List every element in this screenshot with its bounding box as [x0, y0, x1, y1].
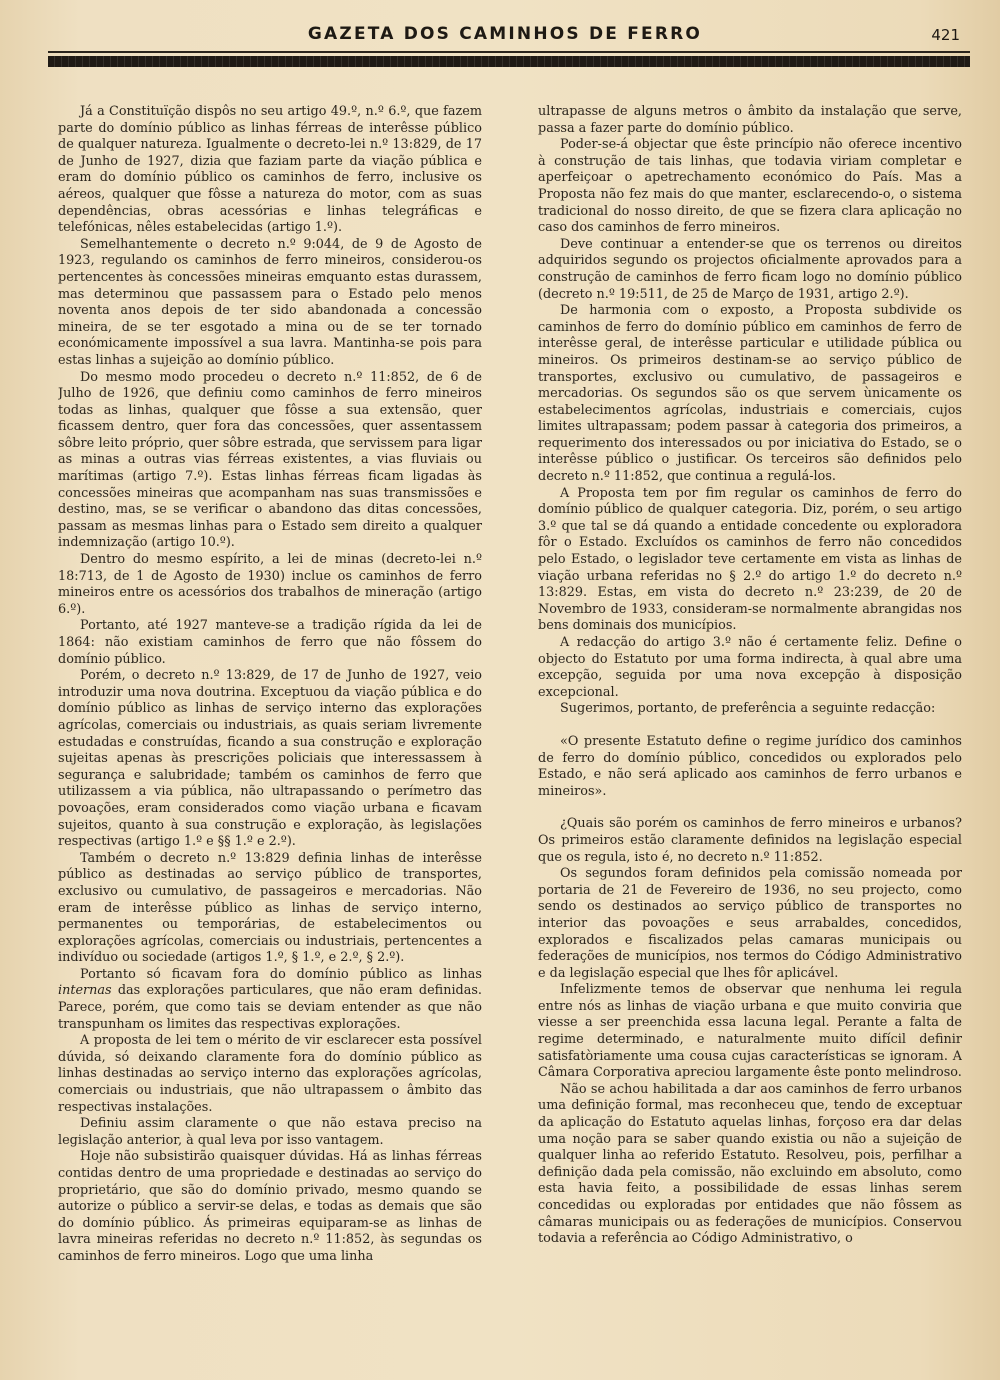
paragraph: ¿Quais são porém os caminhos de ferro mineiros e urbanos? Os primeiros estão claramente definidos na legislação especial que os regula, isto é, no decreto n.º 11:852.: [538, 816, 962, 865]
paragraph: Porém, o decreto n.º 13:829, de 17 de Junho de 1927, veio introduzir uma nova doutrina. Exceptuou da viação pública e do domínio público as linhas de serviço interno das explorações agrícolas, comerciais ou industriais, as quais seriam livremente estudadas e construídas, ficando a sua construção e exploração sujeitas apenas às prescrições policiais que interessassem à segurança e salubridade; também os caminhos de ferro que utilizassem a via pública, não ultrapassando o perímetro das povoações, eram considerados como viação urbana e ficavam sujeitos, quanto à sua construção e exploração, às legislações respectivas (artigo 1.º e §§ 1.º e 2.º).: [58, 668, 482, 850]
paragraph: Também o decreto n.º 13:829 definia linhas de interêsse público as destinadas ao serviço público de transportes, exclusivo ou cumulativo, de passageiros e mercadorias. Não eram de interêsse público as linhas de serviço interno, permanentes ou temporárias, de estabelecimentos ou explorações agrícolas, comerciais ou industriais, pertencentes a indivíduo ou sociedade (artigos 1.º, § 1.º, e 2.º, § 2.º).: [58, 850, 482, 966]
header-rule-thin: [48, 51, 970, 53]
paragraph: Dentro do mesmo espírito, a lei de minas (decreto-lei n.º 18:713, de 1 de Agosto de 1930) inclue os caminhos de ferro mineiros entre os acessórios dos trabalhos de mineração (artigo 6.º).: [58, 552, 482, 617]
text-columns: [58, 104, 962, 1340]
paragraph: Infelizmente temos de observar que nenhuma lei regula entre nós as linhas de viação urbana e que muito conviria que viesse a ser preenchida essa lacuna legal. Perante a falta de regime determinado, e naturalmente muito difícil definir satisfatòriamente uma cousa cujas características se ignoram. A Câmara Corporativa apreciou largamente êste ponto melindroso.: [538, 982, 962, 1081]
header-rule-thick: [48, 56, 970, 67]
paragraph: Já a Constituïção dispôs no seu artigo 49.º, n.º 6.º, que fazem parte do domínio público as linhas férreas de interêsse público de qualquer natureza. Igualmente o decreto-lei n.º 13:829, de 17 de Junho de 1927, dizia que faziam parte da viação pública e eram do domínio público os caminhos de ferro, inclusive os aéreos, qualquer que fôsse a natureza do motor, com as suas dependências, obras acessórias e linhas telegráficas e telefónicas, nêles estabelecidas (artigo 1.º).: [58, 104, 482, 236]
quoted-redaction: «O presente Estatuto define o regime jurídico dos caminhos de ferro do domínio público, concedidos ou explorados pelo Estado, e não será aplicado aos caminhos de ferro urbanos e mineiros».: [538, 733, 962, 799]
paragraph-continued: ultrapasse de alguns metros o âmbito da instalação que serve, passa a fazer parte do domínio público.: [538, 104, 962, 136]
paragraph-start: Portanto só ficavam fora do domínio público as linhas: [80, 966, 482, 982]
italic-word: internas: [58, 983, 112, 999]
paragraph: A redacção do artigo 3.º não é certamente feliz. Define o objecto do Estatuto por uma forma indirecta, à qual abre uma excepção, seguida por uma nova excepção à disposição excepcional.: [538, 635, 962, 700]
paragraph-end: das explorações particulares, que não eram definidas. Parece, porém, que como tais se deviam entender as que não transpunham os limites das respectivas explorações.: [58, 983, 482, 1032]
paragraph: Não se achou habilitada a dar aos caminhos de ferro urbanos uma definição formal, mas reconheceu que, tendo de exceptuar da aplicação do Estatuto aquelas linhas, forçoso era dar delas uma noção para se saber quando existia ou não a sujeição de qualquer linha ao referido Estatuto. Resolveu, pois, perfilhar a definição dada pela comissão, não excluindo em absoluto, como esta havia feito, a possibilidade de essas linhas serem concedidas ou exploradas por entidades que não fôssem as câmaras municipais ou as federações de municípios. Conservou todavia a referência ao Código Administrativo, o: [538, 1081, 962, 1247]
paragraph: Hoje não subsistirão quaisquer dúvidas. Há as linhas férreas contidas dentro de uma propriedade e destinadas ao serviço do proprietário, que são do domínio privado, mesmo quando se autorize o público a servir-se delas, e todas as demais que são do domínio público. Ás primeiras equiparam-se as linhas de lavra mineiras referidas no decreto n.º 11:852, às segundas os caminhos de ferro mineiros. Logo que uma linha: [58, 1149, 482, 1264]
paragraph: Semelhantemente o decreto n.º 9:044, de 9 de Agosto de 1923, regulando os caminhos de ferro mineiros, considerou-os pertencentes às concessões mineiras emquanto estas durassem, mas determinou que passassem para o Estado pelo menos noventa anos depois de ter sido abandonada a concessão mineira, de se ter esgotado a mina ou de se ter tornado económicamente impossível a sua lavra. Mantinha-se pois para estas linhas a sujeição ao domínio público.: [58, 236, 482, 368]
paragraph: Poder-se-á objectar que êste princípio não oferece incentivo à construção de tais linhas, que todavia viriam completar e aperfeiçoar o apetrechamento económico do País. Mas a Proposta não fez mais do que manter, esclarecendo-o, o sistema tradicional do nosso direito, de que se fizera clara aplicação no caso dos caminhos de ferro mineiros.: [538, 137, 962, 236]
paragraph: A proposta de lei tem o mérito de vir esclarecer esta possível dúvida, só deixando claramente fora do domínio público as linhas destinadas ao serviço interno das explorações agrícolas, comerciais ou industriais, que não ultrapassem o âmbito das respectivas instalações.: [58, 1033, 482, 1115]
paragraph: Deve continuar a entender-se que os terrenos ou direitos adquiridos segundo os projectos oficialmente aprovados para a construção de caminhos de ferro ficam logo no domínio público (decreto n.º 19:511, de 25 de Março de 1931, artigo 2.º).: [538, 236, 962, 302]
page-number: 421: [931, 26, 960, 44]
paragraph: De harmonia com o exposto, a Proposta subdivide os caminhos de ferro do domínio público em caminhos de ferro de interêsse geral, de interêsse particular e utilidade pública ou mineiros. Os primeiros destinam-se ao serviço público de transportes, exclusivo ou cumulativo, de passageiros e mercadorias. Os segundos são os que servem ùnicamente os estabelecimentos agrícolas, industriais e comerciais, cujos limites ultrapassam; podem passar à categoria dos primeiros, a requerimento dos interessados ou por iniciativa do Estado, se o interêsse público o justificar. Os terceiros são definidos pelo decreto n.º 11:852, que continua a regulá-los.: [538, 303, 962, 485]
paragraph: Os segundos foram definidos pela comissão nomeada por portaria de 21 de Fevereiro de 1936, no seu projecto, como sendo os destinados ao serviço público de transportes no interior das povoações e seus arrabaldes, concedidos, explorados e fiscalizados pelas camaras municipais ou federações de municípios, nos termos do Código Administrativo e da legislação especial que lhes fôr aplicável.: [538, 866, 962, 981]
paragraph: Definiu assim claramente o que não estava preciso na legislação anterior, à qual leva por isso vantagem.: [58, 1116, 482, 1148]
masthead: [40, 24, 970, 46]
paragraph: Sugerimos, portanto, de preferência a seguinte redacção:: [560, 701, 936, 717]
paragraph: Do mesmo modo procedeu o decreto n.º 11:852, de 6 de Julho de 1926, que definiu como caminhos de ferro mineiros todas as linhas, qualquer que fôsse a sua extensão, quer ficassem dentro, quer fora das concessões, quer assentassem sôbre leito próprio, quer sôbre estrada, que servissem para ligar as minas a outras vias férreas existentes, a vias fluviais ou marítimas (artigo 7.º). Estas linhas férreas ficam ligadas às concessões mineiras que acompanham nas suas transmissões e destino, mas, se se verificar o abandono das ditas concessões, passam as mesmas linhas para o Estado sem direito a qualquer indemnização (artigo 10.º).: [58, 369, 482, 551]
left-column: [58, 104, 482, 1340]
paragraph: A Proposta tem por fim regular os caminhos de ferro do domínio público de qualquer categoria. Diz, porém, o seu artigo 3.º que tal se dá quando a entidade concedente ou exploradora fôr o Estado. Excluídos os caminhos de ferro não concedidos pelo Estado, o legislador teve certamente em vista as linhas de viação urbana referidas no § 2.º do artigo 1.º do decreto n.º 13:829. Estas, em vista do decreto n.º 23:239, de 20 de Novembro de 1933, consideram-se normalmente abrangidas nos bens dominais dos municípios.: [538, 485, 962, 634]
paragraph-with-italic: [58, 967, 482, 1033]
publication-title: GAZETA DOS CAMINHOS DE FERRO: [307, 24, 703, 44]
paragraph: Portanto, até 1927 manteve-se a tradição rígida da lei de 1864: não existiam caminhos de ferro que não fôssem do domínio público.: [58, 618, 482, 667]
right-column: [538, 104, 962, 1340]
